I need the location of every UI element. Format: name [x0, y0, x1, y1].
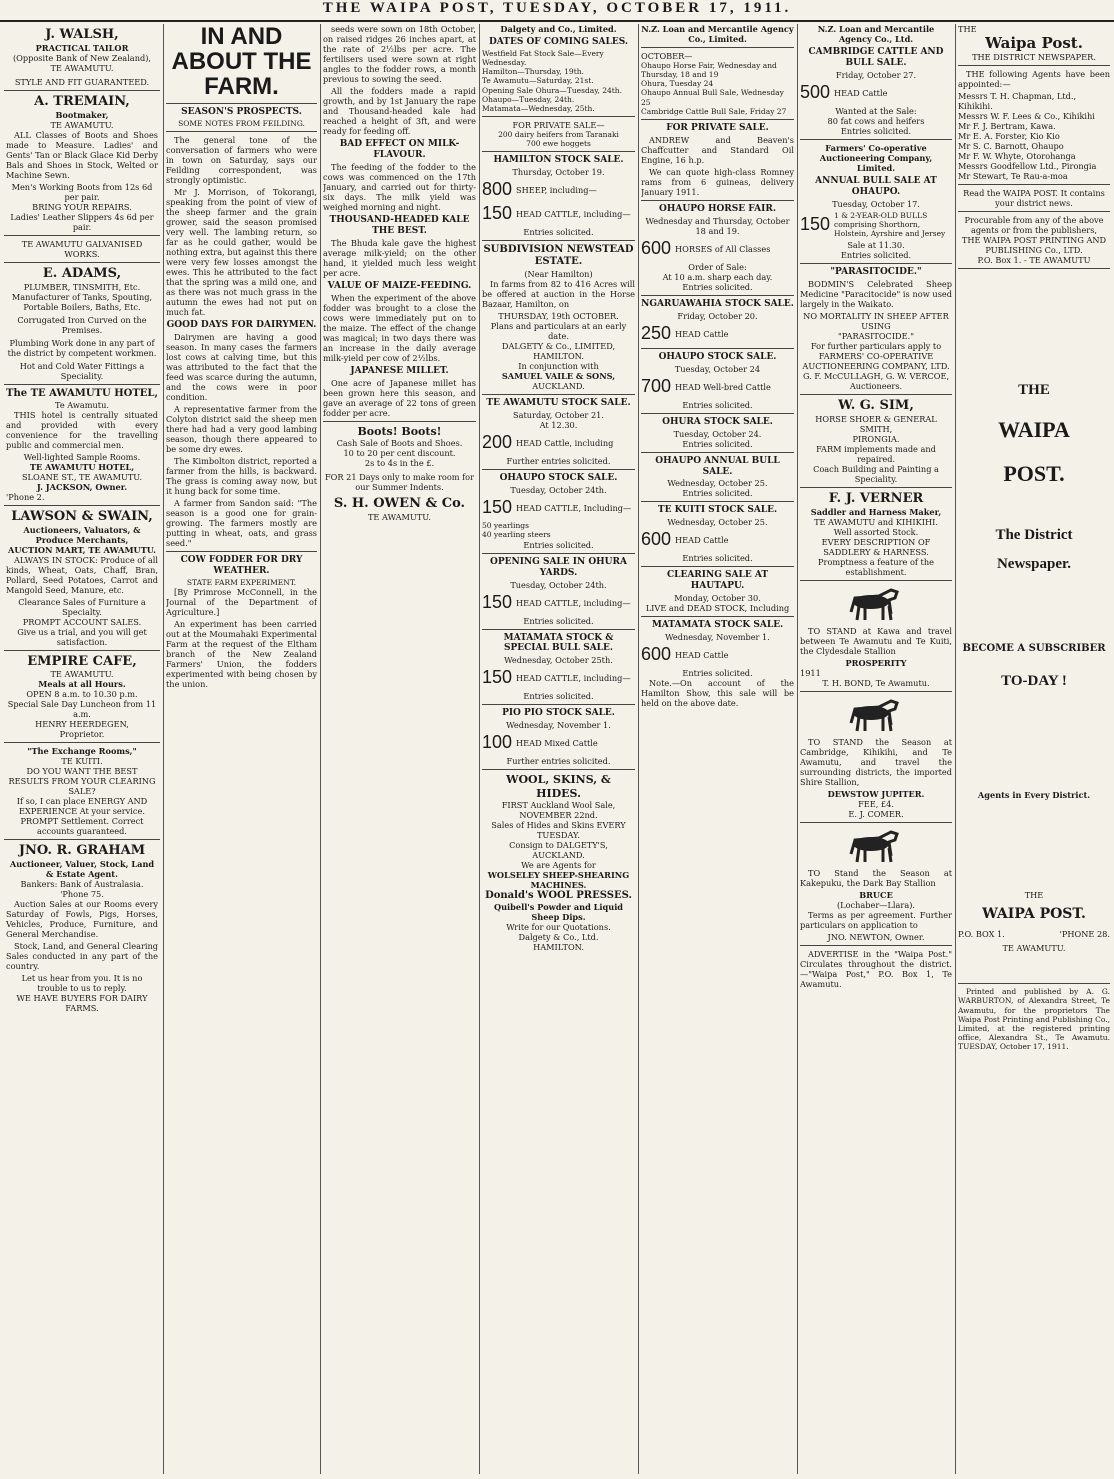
exchange-ad: "The Exchange Rooms," TE KUITI. DO YOU WANT THE BEST RESULTS FROM YOUR CLEARING SALE? If so, I can place ENERGY AND EXPERIENCE At your service. PROMPT Settlement. Correct accounts guaranteed. — [4, 743, 160, 840]
horse-illustration — [841, 584, 911, 624]
graham-ad: JNO. R. GRAHAM Auctioneer, Valuer, Stock, Land & Estate Agent. Bankers: Bank of Australasia. 'Phone 75. Auction Sales at our Rooms every Saturday of Fowls, Pigs, Horses, Vehicles, Produce, Furniture, and General Merchandise. Stock, Land, and General Clearing Sales conducted in any part of the country. Let us hear from you. It is no trouble to us to reply. WE HAVE BUYERS FOR DAIRY FARMS. — [6, 843, 158, 1014]
column-1 — [4, 24, 160, 1474]
farm-title: IN AND ABOUT THE FARM. — [166, 24, 317, 104]
waipa-post-title: Waipa Post. — [985, 34, 1083, 52]
column-6: N.Z. Loan and Mercantile Agency Co., Ltd. CAMBRIDGE CATTLE AND BULL SALE. Friday, October 27. 500 HEAD Cattle Wanted at the Sale: 80 fat cows and heifers Entries solicited. Farmers' Co-operative Auctioneering Company, Limited. ANNUAL BULL SALE AT OHAUPO. Tuesday, October 17. 150 1 & 2-YEAR-OLD BULLS comprising Shorthorn, Holstein, Ayrshire and Jersey Sale at 11.30. Entries solicited. "PARASITOCIDE." BODMIN'S Celebrated Sheep Medicine "Paracitocide" is now used largely in the Waikato. NO MORTALITY IN SHEEP AFTER USING "PARASITOCIDE." For further particulars apply to FARMERS' CO-OPERATIVE AUCTIONEERING COMPANY, LTD. G. F. McCULLAGH, G. W. VERCOE, Auctioneers. W. G. SIM, HORSE SHOER & GENERAL SMITH, PIRONGIA. FARM implements made and repaired. Coach Building and Painting a Speciality. F. J. VERNER Saddler and Harness Maker, TE AWAMUTU and KIHIKIHI. Well assorted Stock. EVERY DESCRIPTION OF SADDLERY & HARNESS. Promptness a feature of the establishment. TO STAND at Kawa and travel between Te Awamutu and Te Kuiti, the Clydesdale Stallion PROSPERITY 1911 T. H. BOND, Te Awamutu. TO STAND the Season at Cambridge, Kihikihi, and Te Awamutu, and travel the surrounding districts, the imported Shire Stallion, DEWSTOW JUPITER. FEE, £4. E. J. COMER. TO Stand the Season at Kakepuku, the Dark Bay Stallion BRUCE (Lochaber—Llara). Terms as per agreement. Further particulars on application to JNO. NEWTON, Owner. ADVERTISE in the "Waipa Post." Circulates throughout the district.—"Waipa Post," P.O. Box 1, Te Awamutu. — [800, 24, 952, 989]
column-4: Dalgety and Co., Limited. DATES OF COMING SALES. Westfield Fat Stock Sale—Every Wednesday. Hamilton—Thursday, 19th. Te Awamutu—Saturday, 21st. Opening Sale Ohura—Tuesday, 24th. Ohaupo—Tuesday, 24th. Matamata—Wednesday, 25th. FOR PRIVATE SALE— 200 dairy heifers from Taranaki 700 ewe hoggets HAMILTON STOCK SALE. Thursday, October 19. 800 SHEEP, including— 150 HEAD CATTLE, including— Entries solicited. SUBDIVISION NEWSTEAD ESTATE. (Near Hamilton) In farms from 82 to 416 Acres will be offered at auction in the Horse Bazaar, Hamilton, on THURSDAY, 19th OCTOBER. Plans and particulars at an early date. DALGETY & Co., LIMITED, HAMILTON. In conjunction with SAMUEL VAILE & SONS, AUCKLAND. TE AWAMUTU STOCK SALE. Saturday, October 21. At 12.30. 200 HEAD Cattle, including Further entries solicited. OHAUPO STOCK SALE. Tuesday, October 24th. 150 HEAD CATTLE, Including— 50 yearlings 40 yearling steers Entries solicited. OPENING SALE IN OHURA YARDS. Tuesday, October 24th. 150 HEAD CATTLE, including— Entries solicited. MATAMATA STOCK & SPECIAL BULL SALE. Wednesday, October 25th. 150 HEAD CATTLE, including— Entries solicited. PIO PIO STOCK SALE. Wednesday, November 1. 100 HEAD Mixed Cattle Further entries solicited. WOOL, SKINS, & HIDES. FIRST Auckland Wool Sale, NOVEMBER 22nd. Sales of Hides and Skins EVERY TUESDAY. Consign to DALGETY'S, AUCKLAND. We are Agents for WOLSELEY SHEEP-SHEARING MACHINES. Donald's WOOL PRESSES. Quibell's Powder and Liquid Sheep Dips. Write for our Quotations. Dalgety & Co., Ltd. HAMILTON. — [482, 24, 635, 953]
column-2: IN AND ABOUT THE FARM. SEASON'S PROSPECTS. SOME NOTES FROM FEILDING. The general tone of the conversation of farmers who were in town on Saturday, says our Feilding correspondent, was strongly optimistic. Mr J. Morrison, of Tokorangi, speaking from the point of view of the sheep farmer and the grain grower, said the season promised very well. The lambing return, so far as he could gather, would be nothing extra, but against this there were very few losses amongst the ewes. This he attributed to the fact that the spring was a mild one, and as there was not much grass in the autumn the ewes had not put on much fat. GOOD DAYS FOR DAIRYMEN. Dairymen are having a good season. In many cases the farmers lost cows at calving time, but this was attributed to the fact that the feed was scarce during the autumn, and the cows were in poor condition. A representative farmer from the Colyton district said the sheep men there had had a very good lambing season, though there appeared to be some dry ewes. The Kimbolton district, reported a farmer from the hills, is backward. The grass is coming away now, but it hung back for some time. A farmer from Sandon said: "The season is a good one for grain-growing. The farmers mostly are putting in wheat, oats, and grass seed." COW FODDER FOR DRY WEATHER. STATE FARM EXPERIMENT. [By Primrose McConnell, in the Journal of the Department of Agriculture.] An experiment has been carried out at the Moumahaki Experimental Farm at the request of the Eltham branch of the New Zealand Farmers' Union, the fodders experimented with being chosen by the union. — [166, 24, 317, 689]
column-rule — [479, 24, 480, 1474]
lawson-ad: LAWSON & SWAIN, Auctioneers, Valuators, & Produce Merchants, AUCTION MART, TE AWAMUTU. ALWAYS IN STOCK: Produce of all kinds, Wheat, Oats, Chaff, Bran, Pollard, Seed Potatoes, Carrot and Mangold Seed, Manure, etc. Clearance Sales of Furniture a Specialty. PROMPT ACCOUNT SALES. Give us a trial, and you will get satisfaction. — [4, 506, 160, 651]
galvanised-ad: TE AWAMUTU GALVANISED WORKS. — [4, 236, 160, 263]
boots-ad: Boots! Boots! Cash Sale of Boots and Shoes. 10 to 20 per cent discount. 2s to 4s in the £. FOR 21 Days only to make room for our Summer Indents. S. H. OWEN & Co. TE AWAMUTU. — [325, 424, 474, 523]
tremain-ad: A. TREMAIN, Bootmaker, TE AWAMUTU. ALL Classes of Boots and Shoes made to Measure. Ladies' and Gents' Tan or Black Glace Kid Derby Bals and Shoes in Stock, Welted or Machine Sewn. Men's Working Boots from 12s 6d per pair. BRING YOUR REPAIRS. Ladies' Leather Slippers 4s 6d per pair. — [4, 91, 160, 236]
column-7: THE Waipa Post. THE DISTRICT NEWSPAPER. THE following Agents have been appointed:— Messrs T. H. Chapman, Ltd., Kihikihi. Messrs W. F. Lees & Co., Kihikihi Mr F. J. Bertram, Kawa. Mr E. A. Forster, Kio Kio Mr S. C. Barnott, Ohaupo Mr F. W. Whyte, Otorohanga Messrs Goodfellow Ltd., Pirongia Mr Stewart, Te Rau-a-moa Read the WAIPA POST. It contains your district news. Procurable from any of the above agents or from the publishers, THE WAIPA POST PRINTING AND PUBLISHING Co., LTD. P.O. Box 1. - TE AWAMUTU THE WAIPA POST. The District Newspaper. BECOME A SUBSCRIBER TO-DAY ! Agents in Every District. THE WAIPA POST. P.O. BOX 1. 'PHONE 28. TE AWAMUTU. Printed and published by A. G. WARBURTON, of Alexandra Street, Te Awamutu, for the proprietors The Waipa Post Printing and Publishing Co., Limited, at the registered printing office, Alexandra St., Te Awamutu. TUESDAY, October 17, 1911. — [958, 24, 1110, 1052]
column-3: seeds were sown on 18th October, on raised ridges 26 inches apart, at the rate of 2½lbs per acre. The fertilisers used were sown at right angles to the fodder rows, a month previous to sowing the seed. All the fodders made a rapid growth, and by 1st January the rape and Thousand-headed kale had reached a height of 3ft, and were ready for feeding off. BAD EFFECT ON MILK-FLAVOUR. The feeding of the fodder to the cows was commenced on the 17th January, and carried out for thirty-six days. The milk yield was weighed morning and night. THOUSAND-HEADED KALE THE BEST. The Bhuda kale gave the highest average milk-yield; on the other hand, it yielded much less weight per acre. VALUE OF MAIZE-FEEDING. When the experiment of the above fodder was brought to a close the cows were immediately put on to the maize. The effect of the change was magical; in two days there was an increase in the daily average milk-yield per cow of 2½lbs. JAPANESE MILLET. One acre of Japanese millet has been grown here this season, and gave an average of 22 tons of green fodder per acre. Boots! Boots! Cash Sale of Boots and Shoes. 10 to 20 per cent discount. 2s to 4s in the £. FOR 21 Days only to make room for our Summer Indents. S. H. OWEN & Co. TE AWAMUTU. — [323, 24, 476, 523]
horse-illustration — [841, 826, 911, 866]
column-rule — [797, 24, 798, 1474]
column-rule — [638, 24, 639, 1474]
hotel-ad: The TE AWAMUTU HOTEL, Te Awamutu. THIS hotel is centrally situated and provided with every convenience for the travelling public and commercial men. Well-lighted Sample Rooms. TE AWAMUTU HOTEL, SLOANE ST., TE AWAMUTU. J. JACKSON, Owner. 'Phone 2. — [4, 385, 160, 506]
adams-ad: E. ADAMS, PLUMBER, TINSMITH, Etc. Manufacturer of Tanks, Spouting, Portable Boilers, Baths, Etc. Corrugated Iron Curved on the Premises. Plumbing Work done in any part of the district by competent workmen. Hot and Cold Water Fittings a Speciality. — [4, 263, 160, 385]
cafe-ad: EMPIRE CAFE, TE AWAMUTU. Meals at all Hours. OPEN 8 a.m. to 10.30 p.m. Special Sale Day Luncheon from 11 a.m. HENRY HEERDEGEN, Proprietor. — [4, 651, 160, 744]
walsh-ad: J. WALSH, PRACTICAL TAILOR (Opposite Bank of New Zealand), TE AWAMUTU. STYLE AND FIT GUARANTEED. — [4, 24, 160, 91]
column-rule — [163, 24, 164, 1474]
horse-illustration — [841, 695, 911, 735]
masthead: THE WAIPA POST, TUESDAY, OCTOBER 17, 1911. — [0, 0, 1114, 22]
column-rule — [320, 24, 321, 1474]
column-5: N.Z. Loan and Mercantile Agency Co., Limited. OCTOBER— Ohaupo Horse Fair, Wednesday and Thursday, 18 and 19 Ohura, Tuesday 24 Ohaupo Annual Bull Sale, Wednesday 25 Cambridge Cattle Bull Sale, Friday 27 FOR PRIVATE SALE. ANDREW and Beaven's Chaffcutter and Standard Oil Engine, 16 h.p. We can quote high-class Romney rams from 6 guineas, delivery January 1911. OHAUPO HORSE FAIR. Wednesday and Thursday, October 18 and 19. 600 HORSES of All Classes Order of Sale: At 10 a.m. sharp each day. Entries solicited. NGARUAWAHIA STOCK SALE. Friday, October 20. 250 HEAD Cattle OHAUPO STOCK SALE. Tuesday, October 24 700 HEAD Well-bred Cattle Entries solicited. OHURA STOCK SALE. Tuesday, October 24. Entries solicited. OHAUPO ANNUAL BULL SALE. Wednesday, October 25. Entries solicited. TE KUITI STOCK SALE. Wednesday, October 25. 600 HEAD Cattle Entries solicited. CLEARING SALE AT HAUTAPU. Monday, October 30. LIVE and DEAD STOCK, Including MATAMATA STOCK SALE. Wednesday, November 1. 600 HEAD Cattle Entries solicited. Note.—On account of the Hamilton Show, this sale will be held on the above date. — [641, 24, 794, 709]
column-rule — [955, 24, 956, 1474]
